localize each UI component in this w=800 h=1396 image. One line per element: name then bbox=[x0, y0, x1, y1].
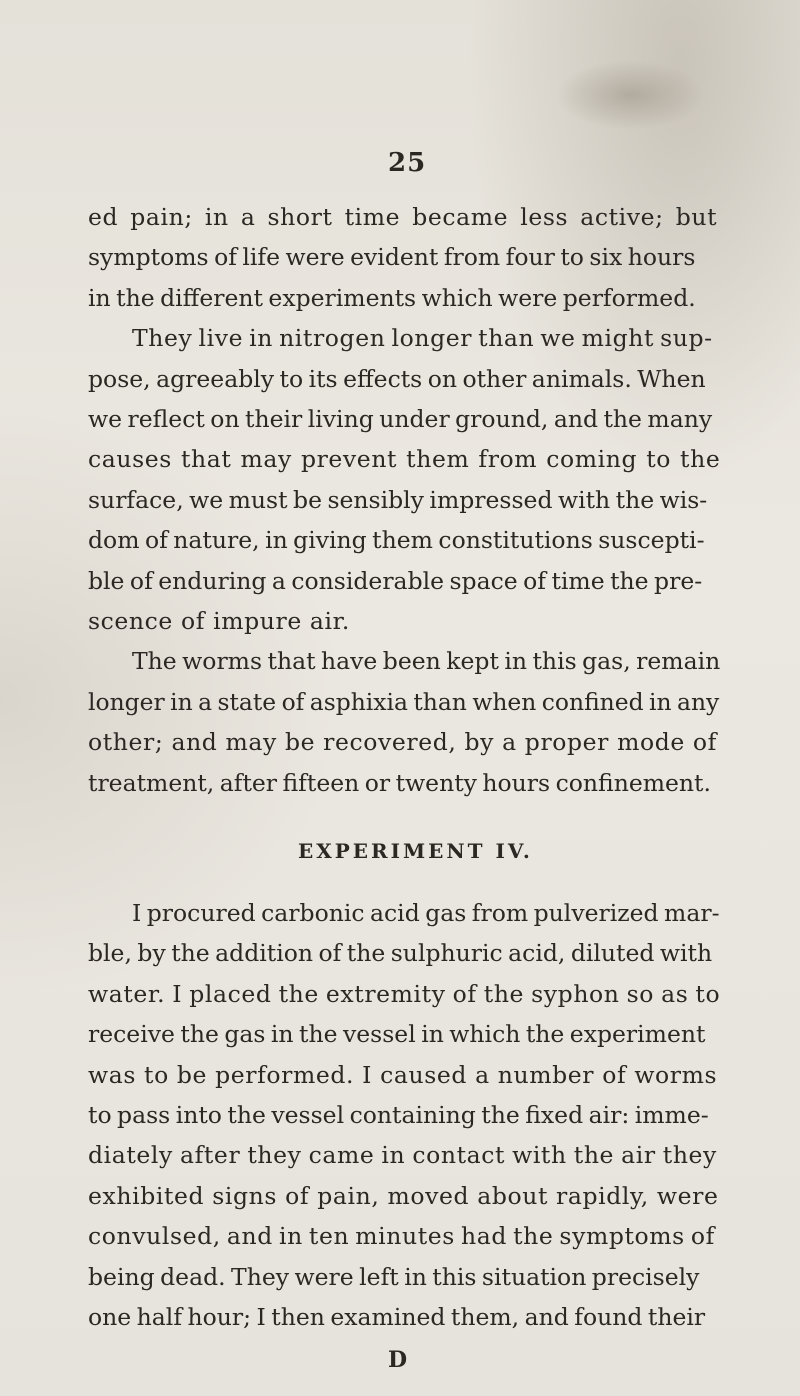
text-line: scence of impure air. bbox=[88, 607, 350, 635]
text-line: ble, by the addition of the sulphuric acid, diluted with bbox=[88, 939, 713, 968]
signature-mark: D bbox=[388, 1347, 408, 1374]
text-line: being dead. They were left in this situation precisely bbox=[88, 1262, 700, 1291]
text-line: symptoms of life were evident from four to six hours bbox=[88, 243, 696, 272]
text-line: They live in nitrogen longer than we might sup- bbox=[132, 324, 713, 353]
text-line: water. I placed the extremity of the syphon so as to bbox=[88, 979, 721, 1008]
text-line: receive the gas in the vessel in which the experiment bbox=[88, 1020, 706, 1049]
text-line: diately after they came in contact with the air they bbox=[88, 1141, 717, 1170]
text-line: causes that may prevent them from coming to the bbox=[88, 445, 721, 474]
text-line: in the different experiments which were performed. bbox=[88, 283, 696, 312]
text-line: dom of nature, in giving them constitutions suscepti- bbox=[88, 526, 705, 555]
text-line: we reflect on their living under ground, and the many bbox=[88, 405, 713, 433]
text-line: to pass into the vessel containing the fixed air: imme- bbox=[88, 1101, 709, 1129]
text-line: was to be performed. I caused a number of worms bbox=[88, 1060, 718, 1089]
text-line: convulsed, and in ten minutes had the symptoms of bbox=[88, 1222, 715, 1251]
text-line: one half hour; I then examined them, and found their bbox=[88, 1303, 706, 1331]
text-line: The worms that have been kept in this gas, remain bbox=[132, 647, 721, 676]
section-heading: EXPERIMENT IV. bbox=[298, 839, 533, 863]
text-line: longer in a state of asphixia than when confined in any bbox=[88, 687, 720, 716]
paper-stain bbox=[555, 60, 705, 130]
text-line: exhibited signs of pain, moved about rapidly, were bbox=[88, 1181, 719, 1210]
text-line: I procured carbonic acid gas from pulverized mar- bbox=[132, 899, 720, 927]
page-number: 25 bbox=[388, 148, 427, 178]
text-line: other; and may be recovered, by a proper mode of bbox=[88, 728, 717, 757]
text-line: surface, we must be sensibly impressed with the wis- bbox=[88, 485, 708, 514]
text-line: pose, agreeably to its effects on other animals. When bbox=[88, 364, 706, 393]
text-line: ed pain; in a short time became less active; but bbox=[88, 203, 718, 231]
text-line: treatment, after fifteen or twenty hours confinement. bbox=[88, 768, 711, 797]
text-line: ble of enduring a considerable space of time the pre- bbox=[88, 566, 703, 595]
